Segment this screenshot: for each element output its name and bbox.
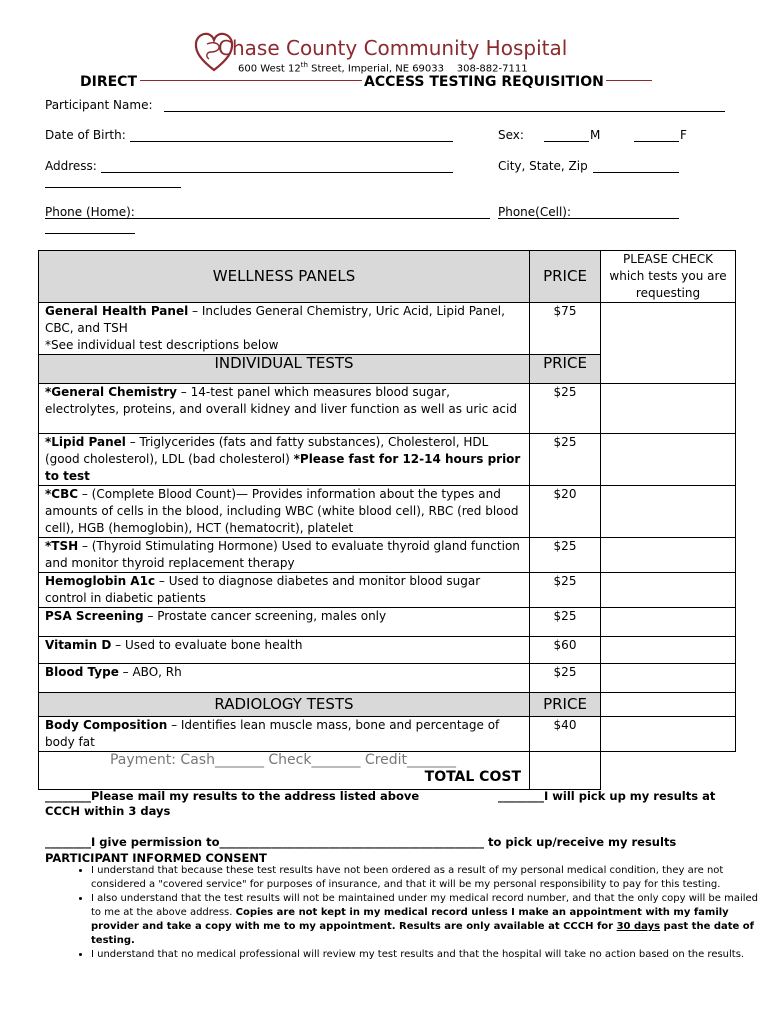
test-price: $25 xyxy=(530,573,601,608)
hospital-phone: 308-882-7111 xyxy=(456,63,528,75)
mail-results-option[interactable]: ________Please mail my results to the address listed above xyxy=(45,789,420,803)
sex-m-field[interactable] xyxy=(544,141,589,142)
city-state-zip-field[interactable] xyxy=(593,172,679,173)
radiology-blank-cell xyxy=(601,693,736,717)
address-field[interactable] xyxy=(101,172,453,173)
hospital-address: 600 West 12th Street, Imperial, NE 69033 308-882-7111 xyxy=(238,61,528,75)
body-composition-checkbox[interactable] xyxy=(601,717,736,752)
test-row xyxy=(39,573,736,608)
body-composition-price: $40 xyxy=(530,717,601,752)
consent-item: • I also understand that the test results will not be maintained under my medical record number, and that the only copy will be mailed to me at the above address. Copies are not kept in my medical record unless I make an appointment with my family provider and take a copy with me to my appointment. Results are only available at CCCH for 30 days past the date of testing. xyxy=(91,892,770,948)
test-desc: *General Chemistry – 14-test panel which measures blood sugar, electrolytes, proteins, and overall kidney and liver function as well as uric acid xyxy=(39,384,530,434)
test-checkbox[interactable] xyxy=(601,637,736,664)
participant-name-label: Participant Name: xyxy=(45,98,153,112)
test-price: $25 xyxy=(530,384,601,434)
test-price: $25 xyxy=(530,538,601,573)
address-field-line2[interactable] xyxy=(45,187,181,188)
total-row xyxy=(39,752,736,790)
sex-m-label: M xyxy=(590,128,601,142)
title-requisition: ACCESS TESTING REQUISITION xyxy=(364,74,604,90)
test-row xyxy=(39,434,736,486)
permission-blank[interactable]: ________ xyxy=(45,835,91,849)
test-desc: *Lipid Panel – Triglycerides (fats and fatty substances), Cholesterol, HDL (good cholesterol), LDL (bad cholesterol) *Please fast for 12-14 hours prior to test xyxy=(39,434,530,486)
test-row xyxy=(39,637,736,664)
test-row xyxy=(39,538,736,573)
test-price: $60 xyxy=(530,637,601,664)
radiology-header-row xyxy=(39,693,736,717)
sex-f-field[interactable] xyxy=(634,141,679,142)
consent-list xyxy=(45,864,770,962)
test-price: $25 xyxy=(530,664,601,693)
test-row xyxy=(39,608,736,637)
test-checkbox[interactable] xyxy=(601,384,736,434)
consent-title: PARTICIPANT INFORMED CONSENT xyxy=(45,851,267,865)
test-checkbox[interactable] xyxy=(601,538,736,573)
hospital-name: Chase County Community Hospital xyxy=(218,36,568,60)
city-state-zip-label: City, State, Zip xyxy=(498,159,588,173)
phone-cell-field[interactable] xyxy=(498,218,679,219)
radiology-price-heading: PRICE xyxy=(530,693,601,717)
total-cost-field[interactable] xyxy=(530,752,601,790)
test-desc: PSA Screening – Prostate cancer screening, males only xyxy=(39,608,530,637)
price-heading: PRICE xyxy=(530,251,601,303)
test-desc: Blood Type – ABO, Rh xyxy=(39,664,530,693)
phone-cell-field-line2[interactable] xyxy=(45,233,135,234)
body-composition-desc: Body Composition – Identifies lean muscle mass, bone and percentage of body fat xyxy=(39,717,530,752)
consent-item: • I understand that no medical professional will review my test results and that the hospital will take no action based on the results. xyxy=(91,948,770,962)
test-desc: Hemoglobin A1c – Used to diagnose diabetes and monitor blood sugar control in diabetic patients xyxy=(39,573,530,608)
test-price: $25 xyxy=(530,434,601,486)
total-cost-label: TOTAL COST xyxy=(424,769,521,785)
phone-cell-label: Phone(Cell): xyxy=(498,205,572,219)
test-price: $20 xyxy=(530,486,601,538)
wellness-panels-heading: WELLNESS PANELS xyxy=(39,251,530,303)
test-checkbox[interactable] xyxy=(601,434,736,486)
radiology-tests-heading: RADIOLOGY TESTS xyxy=(39,693,530,717)
test-checkbox[interactable] xyxy=(601,608,736,637)
phone-home-label: Phone (Home): xyxy=(45,205,135,219)
sex-label: Sex: xyxy=(498,128,524,142)
general-panel-desc: General Health Panel – Includes General Chemistry, Uric Acid, Lipid Panel, CBC, and TSH *See individual test descriptions below xyxy=(39,303,530,355)
permission-option[interactable]: ________I give permission to______________________________________________ to pick up/receive my results xyxy=(45,835,677,849)
test-table xyxy=(38,250,736,790)
consent-item: • I understand that because these test results have not been ordered as a result of my personal medical condition, they are not considered a "covered service" for purposes of insurance, and that it will be my personal responsibility to pay for this testing. xyxy=(91,864,770,892)
payment-total-cell xyxy=(39,752,530,790)
wellness-header-row xyxy=(39,251,736,303)
dob-field[interactable] xyxy=(130,141,453,142)
test-desc: *TSH – (Thyroid Stimulating Hormone) Used to evaluate thyroid gland function and monitor thyroid replacement therapy xyxy=(39,538,530,573)
individual-tests-heading: INDIVIDUAL TESTS xyxy=(39,355,530,384)
test-price: $25 xyxy=(530,608,601,637)
phone-home-field[interactable] xyxy=(45,218,490,219)
general-panel-checkbox[interactable] xyxy=(601,303,736,384)
test-checkbox[interactable] xyxy=(601,486,736,538)
general-panel-price: $75 xyxy=(530,303,601,355)
pickup-location-text: CCCH within 3 days xyxy=(45,804,171,818)
test-desc: Vitamin D – Used to evaluate bone health xyxy=(39,637,530,664)
participant-name-field[interactable] xyxy=(164,111,725,112)
total-blank xyxy=(601,752,736,790)
payment-options[interactable]: Payment: Cash_______ Check_______ Credit_______ xyxy=(109,752,457,768)
pickup-results-blank[interactable]: ________ xyxy=(498,789,544,803)
title-direct: DIRECT xyxy=(80,74,137,90)
general-panel-row xyxy=(39,303,736,355)
test-desc: *CBC – (Complete Blood Count)— Provides information about the types and amounts of cells in the blood, including WBC (white blood cell), RBC (red blood cell), HGB (hemoglobin), HCT (hematocrit), platelet xyxy=(39,486,530,538)
test-row xyxy=(39,664,736,693)
sex-f-label: F xyxy=(680,128,687,142)
mail-results-blank[interactable]: ________ xyxy=(45,789,91,803)
individual-price-heading: PRICE xyxy=(530,355,601,384)
check-heading: PLEASE CHECK which tests you are requesting xyxy=(601,251,736,303)
dob-label: Date of Birth: xyxy=(45,128,126,142)
test-checkbox[interactable] xyxy=(601,664,736,693)
body-composition-row xyxy=(39,717,736,752)
test-row xyxy=(39,486,736,538)
test-checkbox[interactable] xyxy=(601,573,736,608)
test-row xyxy=(39,384,736,434)
address-label: Address: xyxy=(45,159,97,173)
permission-name-field[interactable]: ______________________________________________ xyxy=(219,835,485,849)
pickup-results-option[interactable]: ________I will pick up my results at xyxy=(498,789,716,803)
